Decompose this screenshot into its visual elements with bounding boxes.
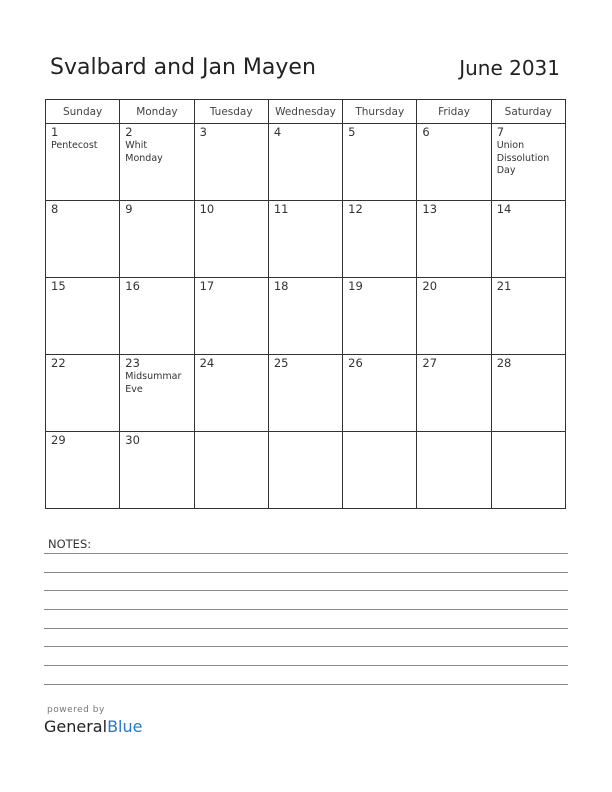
- calendar-day-cell: [417, 355, 491, 432]
- calendar-day-cell: [194, 355, 268, 432]
- calendar-day-cell: [417, 201, 491, 278]
- day-number: 20: [422, 279, 438, 293]
- brand-blue-text: Blue: [107, 717, 143, 736]
- day-number: 6: [422, 125, 430, 139]
- day-number: 1: [51, 125, 59, 139]
- calendar-day-cell: [120, 355, 194, 432]
- day-number: 11: [273, 202, 289, 216]
- calendar-day-cell: [343, 432, 417, 509]
- holiday-label: Pentecost: [51, 140, 98, 151]
- calendar-day-cell: [46, 432, 120, 509]
- notes-line: [44, 628, 568, 629]
- calendar-day-cell: [268, 432, 342, 509]
- calendar-day-cell: [46, 124, 120, 201]
- day-number: 13: [422, 202, 438, 216]
- day-number: 29: [51, 433, 66, 447]
- day-number: 17: [199, 279, 215, 293]
- calendar-day-cell: [343, 201, 417, 278]
- calendar-week-row: [46, 278, 566, 355]
- notes-line: [44, 684, 568, 685]
- day-number: 27: [422, 356, 438, 370]
- day-number: 28: [496, 356, 512, 370]
- calendar-country-title: Svalbard and Jan Mayen: [50, 55, 316, 80]
- notes-line: [44, 572, 568, 573]
- notes-line: [44, 609, 568, 610]
- calendar-day-cell: [491, 355, 565, 432]
- day-number: 25: [273, 356, 289, 370]
- calendar-day-cell: [491, 432, 565, 509]
- weekday-header-row: [46, 100, 566, 124]
- day-number: 12: [348, 202, 363, 216]
- calendar-day-cell: [343, 124, 417, 201]
- calendar-day-cell: [268, 278, 342, 355]
- weekday-header: Saturday: [491, 100, 565, 124]
- calendar-week-row: [46, 201, 566, 278]
- calendar-day-cell: [417, 432, 491, 509]
- calendar-day-cell: [120, 278, 194, 355]
- day-number: 7: [496, 125, 505, 139]
- day-number: 15: [51, 279, 66, 293]
- day-number: 24: [199, 356, 215, 370]
- calendar-day-cell: [46, 278, 120, 355]
- calendar-grid: [45, 99, 566, 509]
- calendar-day-cell: [491, 124, 565, 201]
- brand-general-text: General: [44, 717, 108, 736]
- calendar-day-cell: [120, 124, 194, 201]
- calendar-week-row: [46, 355, 566, 432]
- calendar-week-row: [46, 124, 566, 201]
- generalblue-logo: [44, 717, 142, 736]
- holiday-label: Union Dissolution Day: [496, 140, 550, 176]
- weekday-header: Monday: [120, 100, 194, 124]
- calendar-day-cell: [46, 201, 120, 278]
- notes-line: [44, 590, 568, 591]
- calendar-day-cell: [194, 124, 268, 201]
- day-number: 30: [125, 433, 140, 447]
- calendar-day-cell: [343, 355, 417, 432]
- day-number: 10: [199, 202, 215, 216]
- notes-line: [44, 646, 568, 647]
- weekday-header: Tuesday: [194, 100, 268, 124]
- notes-line: [44, 665, 568, 666]
- day-number: 5: [348, 125, 356, 139]
- weekday-header: Thursday: [343, 100, 417, 124]
- day-number: 21: [496, 279, 512, 293]
- calendar-day-cell: [343, 278, 417, 355]
- day-number: 2: [125, 125, 133, 139]
- calendar-day-cell: [194, 278, 268, 355]
- calendar-day-cell: [194, 432, 268, 509]
- calendar-day-cell: [491, 201, 565, 278]
- day-number: 19: [348, 279, 363, 293]
- calendar-week-row: [46, 432, 566, 509]
- calendar-day-cell: [120, 201, 194, 278]
- day-number: 18: [273, 279, 289, 293]
- day-number: 3: [199, 125, 207, 139]
- powered-by-text: powered by: [47, 705, 105, 715]
- day-number: 8: [51, 202, 59, 216]
- day-number: 14: [496, 202, 512, 216]
- calendar-day-cell: [491, 278, 565, 355]
- weekday-header: Sunday: [46, 100, 120, 124]
- notes-line: [44, 553, 568, 554]
- holiday-label: Whit Monday: [125, 140, 163, 164]
- notes-label: NOTES:: [48, 537, 92, 551]
- holiday-label: Midsummar Eve: [125, 371, 182, 395]
- day-number: 23: [125, 356, 140, 370]
- weekday-header: Friday: [417, 100, 491, 124]
- calendar-day-cell: [268, 124, 342, 201]
- calendar-day-cell: [417, 124, 491, 201]
- day-number: 22: [51, 356, 66, 370]
- day-number: 9: [125, 202, 133, 216]
- calendar-month-year: June 2031: [459, 56, 560, 80]
- calendar-day-cell: [417, 278, 491, 355]
- day-number: 16: [125, 279, 140, 293]
- calendar-day-cell: [268, 355, 342, 432]
- day-number: 26: [348, 356, 363, 370]
- calendar-day-cell: [268, 201, 342, 278]
- calendar-day-cell: [194, 201, 268, 278]
- weekday-header: Wednesday: [268, 100, 342, 124]
- calendar-day-cell: [46, 355, 120, 432]
- day-number: 4: [273, 125, 282, 139]
- calendar-day-cell: [120, 432, 194, 509]
